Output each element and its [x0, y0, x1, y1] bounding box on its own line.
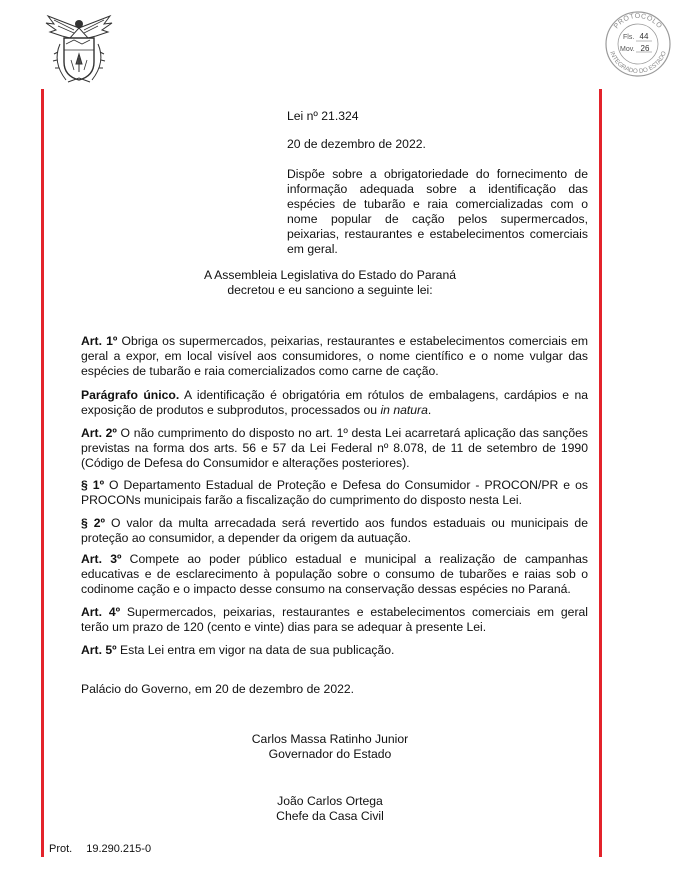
signatory-chief-of-staff: [200, 794, 460, 824]
article-label: Art. 1º: [81, 334, 118, 348]
seal-mov-label: Mov.: [620, 46, 635, 53]
paragraph-single: [81, 388, 588, 418]
svg-text:INTEGRADO DO ESTADO: [608, 50, 668, 75]
article-label: Art. 5º: [81, 643, 117, 657]
law-number: Lei nº 21.324: [287, 109, 359, 123]
preamble-line-1: A Assembleia Legislativa do Estado do Paraná: [203, 268, 457, 282]
preamble-line-2: decretou e eu sanciono a seguinte lei:: [227, 283, 433, 297]
article-text: O valor da multa arrecadada será revertido aos fundos estaduais ou municipais de proteção ao consumidor, a depender da origem da autuação.: [81, 516, 588, 545]
protocol-number: [49, 842, 151, 857]
seal-bottom-text: INTEGRADO DO ESTADO: [608, 50, 668, 76]
closing-place-date: Palácio do Governo, em 20 de dezembro de 2022.: [81, 682, 355, 696]
article-label: § 1º: [81, 478, 105, 492]
seal-fls-value: 44: [639, 32, 649, 41]
signatory-governor: [200, 732, 460, 762]
article-5: [81, 643, 588, 658]
law-summary: Dispõe sobre a obrigatoriedade do fornecimento de informação adequada sobre a identificação das espécies de tubarão e raia comercializadas com o nome popular de cação pelos supermercados, peixarias, restaurantes e estabelecimentos comerciais em geral.: [287, 167, 588, 256]
article-4: [81, 605, 588, 635]
preamble: [130, 268, 530, 298]
seal-mov-value: 26: [640, 44, 650, 53]
article-3: [81, 552, 588, 597]
article-text: Esta Lei entra em vigor na data de sua publicação.: [116, 643, 395, 657]
article-1: [81, 334, 588, 379]
article-label: § 2º: [81, 516, 105, 530]
signatory-role: Governador do Estado: [268, 747, 392, 761]
seal-fls-label: Fls.: [623, 34, 635, 41]
article-text: Supermercados, peixarias, restaurantes e estabelecimentos comerciais em geral terão um prazo de 120 (cento e vinte) dias para se adequar à presente Lei.: [81, 605, 588, 634]
protocol-label: Prot.: [49, 843, 73, 855]
article-text-italic: in natura: [380, 403, 428, 417]
article-text: O Departamento Estadual de Proteção e Defesa do Consumidor - PROCON/PR e os PROCONs municipais farão a fiscalização do cumprimento do disposto nesta Lei.: [81, 478, 588, 507]
article-label: Art. 4º: [81, 605, 121, 619]
seal-top-text: PROTOCOLO: [612, 12, 664, 31]
protocol-value: 19.290.215-0: [86, 843, 152, 855]
svg-text:PROTOCOLO: [613, 13, 663, 30]
signatory-name: Carlos Massa Ratinho Junior: [251, 732, 409, 746]
paragraph-1: [81, 478, 588, 508]
article-text: Obriga os supermercados, peixarias, restaurantes e estabelecimentos comerciais em geral a expor, em local visível aos consumidores, o nome científico e o nome vulgar das espécies de tubarão e raia comercializados como carne de cação.: [81, 334, 588, 378]
article-text: A identificação é obrigatória em rótulos de embalagens, cardápios e na exposição de produtos e subprodutos, processados ou: [81, 388, 588, 417]
article-label: Art. 3º: [81, 552, 122, 566]
article-text-end: .: [427, 403, 432, 417]
law-date: 20 de dezembro de 2022.: [287, 137, 426, 151]
left-margin-bar: [41, 89, 44, 857]
coat-of-arms-icon: [44, 14, 114, 88]
article-label: Parágrafo único.: [81, 388, 180, 402]
signatory-name: João Carlos Ortega: [277, 794, 383, 808]
protocol-seal: [604, 10, 672, 78]
article-text: Compete ao poder público estadual e municipal a realização de campanhas educativas e de esclarecimento à população sobre o consumo de tubarões e raias sob o codinome cação e o impacto desse consumo na conservação dessas espécies no Paraná.: [81, 552, 589, 596]
article-label: Art. 2º: [81, 426, 117, 440]
article-text: O não cumprimento do disposto no art. 1º desta Lei acarretará aplicação das sanções previstas na forma dos arts. 56 e 57 da Lei Federal nº 8.078, de 11 de setembro de 1990 (Código de Defesa do Consumidor e alterações posteriores).: [81, 426, 588, 470]
right-margin-bar: [599, 89, 602, 857]
paragraph-2: [81, 516, 588, 546]
article-2: [81, 426, 588, 471]
signatory-role: Chefe da Casa Civil: [276, 809, 384, 823]
